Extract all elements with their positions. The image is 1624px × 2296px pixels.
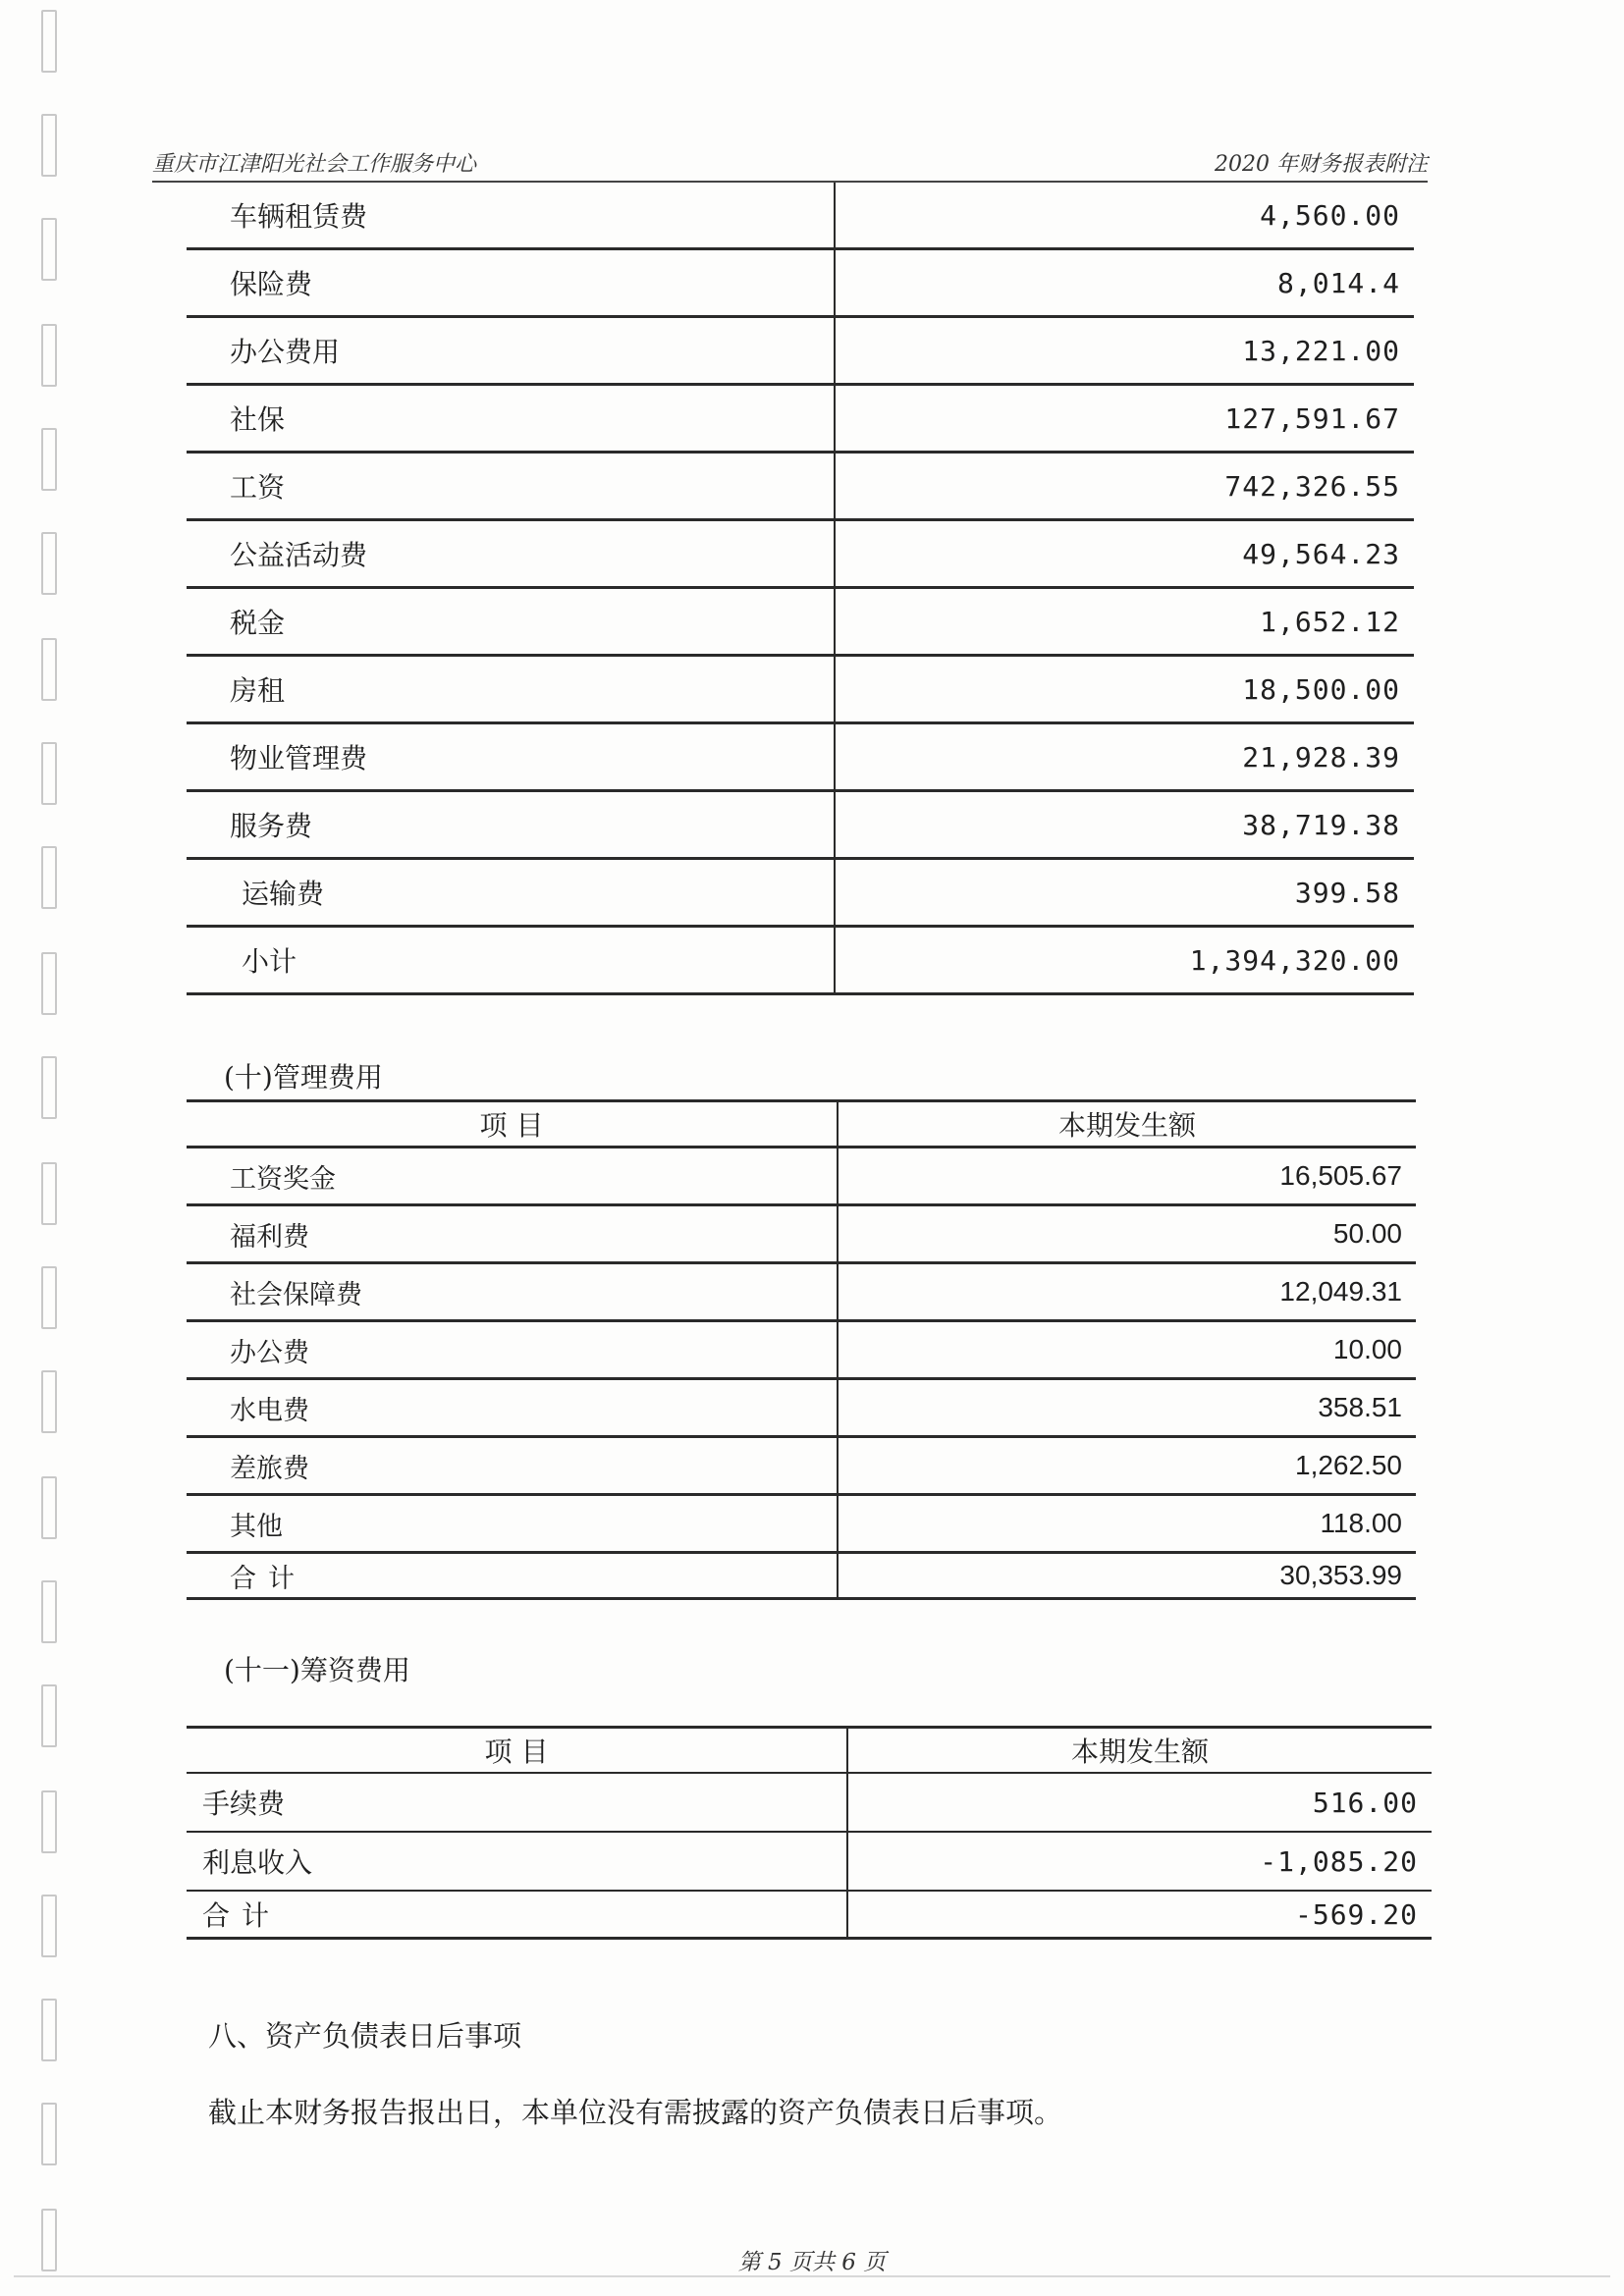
table-row	[187, 859, 1414, 927]
table-row	[187, 1437, 1416, 1495]
subtotal-row	[187, 927, 1414, 994]
subtotal-amount: 1,394,320.00	[835, 927, 1414, 994]
header-org: 重庆市江津阳光社会工作服务中心	[152, 152, 477, 177]
table-row	[187, 1832, 1432, 1891]
item-cell: 公益活动费	[187, 520, 835, 588]
item-cell: 差旅费	[187, 1437, 838, 1495]
item-cell: 社会保障费	[187, 1263, 838, 1321]
table-row	[187, 1495, 1416, 1553]
financing-expenses-table	[187, 1726, 1432, 1940]
amount-cell: 118.00	[838, 1495, 1416, 1553]
amount-cell: -1,085.20	[847, 1832, 1432, 1891]
total-label: 合计	[187, 1553, 838, 1599]
column-header-item: 项 目	[187, 1728, 847, 1774]
amount-cell: 10.00	[838, 1321, 1416, 1379]
item-cell: 物业管理费	[187, 723, 835, 791]
table-row	[187, 249, 1414, 317]
page-header	[152, 145, 1428, 183]
amount-cell: 38,719.38	[835, 791, 1414, 859]
table-row	[187, 1148, 1416, 1205]
amount-cell: 13,221.00	[835, 317, 1414, 385]
table-row	[187, 1205, 1416, 1263]
item-cell: 办公费用	[187, 317, 835, 385]
table-row	[187, 385, 1414, 453]
amount-cell: 4,560.00	[835, 183, 1414, 249]
table-row	[187, 656, 1414, 723]
section-title-financing-expenses: (十一)筹资费用	[224, 1654, 410, 1686]
section-title-admin-expenses: (十)管理费用	[224, 1061, 383, 1094]
item-cell: 税金	[187, 588, 835, 656]
item-cell: 运输费	[187, 859, 835, 927]
amount-cell: 50.00	[838, 1205, 1416, 1263]
amount-cell: 1,262.50	[838, 1437, 1416, 1495]
column-header-amount: 本期发生额	[847, 1728, 1432, 1774]
table-header-row	[187, 1101, 1416, 1148]
table-row	[187, 1263, 1416, 1321]
subtotal-label: 小计	[187, 927, 835, 994]
total-amount: 30,353.99	[838, 1553, 1416, 1599]
admin-expenses-table	[187, 1099, 1416, 1600]
amount-cell: 127,591.67	[835, 385, 1414, 453]
total-row	[187, 1891, 1432, 1939]
table-row	[187, 183, 1414, 249]
binding-holes	[20, 0, 59, 2296]
amount-cell: 49,564.23	[835, 520, 1414, 588]
item-cell: 房租	[187, 656, 835, 723]
item-cell: 水电费	[187, 1379, 838, 1437]
table-row	[187, 317, 1414, 385]
table-row	[187, 453, 1414, 520]
amount-cell: 16,505.67	[838, 1148, 1416, 1205]
table-header-row	[187, 1728, 1432, 1774]
amount-cell: 18,500.00	[835, 656, 1414, 723]
page-number: 第 5 页共 6 页	[737, 2250, 887, 2275]
total-label: 合计	[187, 1891, 847, 1939]
amount-cell: 358.51	[838, 1379, 1416, 1437]
header-doc-title: 2020 年财务报表附注	[1215, 152, 1428, 177]
amount-cell: 742,326.55	[835, 453, 1414, 520]
item-cell: 工资	[187, 453, 835, 520]
item-cell: 保险费	[187, 249, 835, 317]
item-cell: 车辆租赁费	[187, 183, 835, 249]
amount-cell: 8,014.4	[835, 249, 1414, 317]
column-header-item: 项 目	[187, 1101, 838, 1148]
table-row	[187, 1773, 1432, 1832]
column-header-amount: 本期发生额	[838, 1101, 1416, 1148]
total-amount: -569.20	[847, 1891, 1432, 1939]
amount-cell: 21,928.39	[835, 723, 1414, 791]
amount-cell: 399.58	[835, 859, 1414, 927]
item-cell: 其他	[187, 1495, 838, 1553]
expense-detail-table	[187, 183, 1414, 995]
item-cell: 办公费	[187, 1321, 838, 1379]
amount-cell: 1,652.12	[835, 588, 1414, 656]
table-row	[187, 791, 1414, 859]
item-cell: 福利费	[187, 1205, 838, 1263]
item-cell: 利息收入	[187, 1832, 847, 1891]
total-row	[187, 1553, 1416, 1599]
amount-cell: 516.00	[847, 1773, 1432, 1832]
amount-cell: 12,049.31	[838, 1263, 1416, 1321]
table-row	[187, 588, 1414, 656]
subsequent-events-text: 截止本财务报告报出日，本单位没有需披露的资产负债表日后事项。	[208, 2096, 1063, 2129]
item-cell: 手续费	[187, 1773, 847, 1832]
table-row	[187, 1321, 1416, 1379]
item-cell: 服务费	[187, 791, 835, 859]
table-row	[187, 1379, 1416, 1437]
item-cell: 社保	[187, 385, 835, 453]
section-title-subsequent-events: 八、资产负债表日后事项	[208, 2019, 522, 2053]
item-cell: 工资奖金	[187, 1148, 838, 1205]
table-row	[187, 520, 1414, 588]
table-row	[187, 723, 1414, 791]
